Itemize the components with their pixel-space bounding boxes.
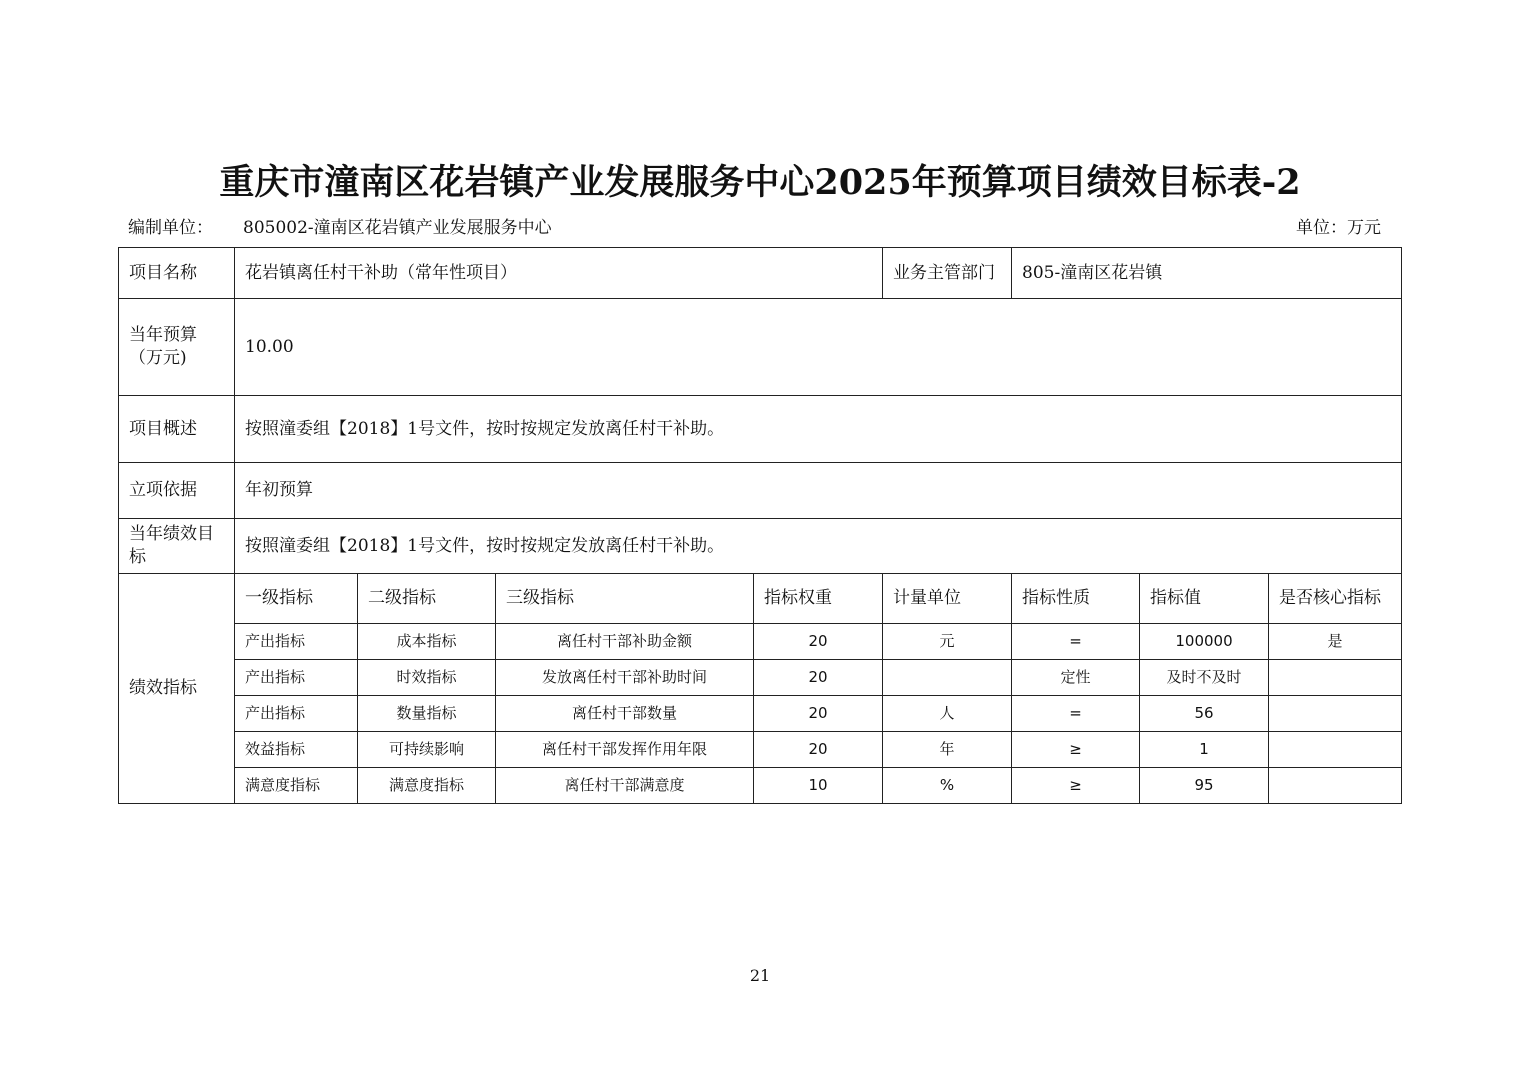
weight-cell: 20 (754, 696, 883, 732)
indicator-header: 计量单位 (883, 574, 1012, 624)
unit-cell: 人 (883, 696, 1012, 732)
indicator-header: 一级指标 (235, 574, 358, 624)
indicator-header: 二级指标 (358, 574, 496, 624)
table-row (119, 696, 1402, 732)
level2-cell: 成本指标 (358, 624, 496, 660)
level3-cell: 离任村干部发挥作用年限 (496, 732, 754, 768)
performance-table (118, 247, 1402, 804)
indicator-header: 三级指标 (496, 574, 754, 624)
level1-cell: 满意度指标 (235, 768, 358, 804)
budget-label: 当年预算（万元) (119, 299, 235, 396)
value-cell: 及时不及时 (1140, 660, 1269, 696)
indicator-header: 指标权重 (754, 574, 883, 624)
nature-cell: ≥ (1012, 732, 1140, 768)
core-cell: 是 (1269, 624, 1402, 660)
overview-label: 项目概述 (119, 396, 235, 463)
page-number: 21 (749, 966, 771, 985)
unit-cell: % (883, 768, 1012, 804)
unit-cell (883, 660, 1012, 696)
core-cell (1269, 660, 1402, 696)
basis-label: 立项依据 (119, 463, 235, 519)
indicator-header: 是否核心指标 (1269, 574, 1402, 624)
org-value: 805002-潼南区花岩镇产业发展服务中心 (243, 218, 552, 238)
level1-cell: 产出指标 (235, 624, 358, 660)
indicator-header: 指标值 (1140, 574, 1269, 624)
weight-cell: 20 (754, 732, 883, 768)
level3-cell: 离任村干部数量 (496, 696, 754, 732)
nature-cell: 定性 (1012, 660, 1140, 696)
value-cell: 100000 (1140, 624, 1269, 660)
value-cell: 95 (1140, 768, 1269, 804)
unit-text: 单位：万元 (1296, 218, 1381, 238)
level2-cell: 数量指标 (358, 696, 496, 732)
weight-cell: 20 (754, 660, 883, 696)
value-cell: 56 (1140, 696, 1269, 732)
level3-cell: 发放离任村干部补助时间 (496, 660, 754, 696)
level1-cell: 效益指标 (235, 732, 358, 768)
unit-cell: 元 (883, 624, 1012, 660)
org-label: 编制单位： (128, 218, 213, 238)
dept-label: 业务主管部门 (883, 248, 1012, 299)
core-cell (1269, 732, 1402, 768)
dept-value: 805-潼南区花岩镇 (1012, 248, 1402, 299)
budget-value: 10.00 (235, 299, 1402, 396)
nature-cell: = (1012, 696, 1140, 732)
table-row (119, 660, 1402, 696)
indicator-header: 指标性质 (1012, 574, 1140, 624)
goal-value: 按照潼委组【2018】1号文件，按时按规定发放离任村干补助。 (235, 519, 1402, 574)
level3-cell: 离任村干部满意度 (496, 768, 754, 804)
level3-cell: 离任村干部补助金额 (496, 624, 754, 660)
table-row (119, 624, 1402, 660)
perf-indicators-label: 绩效指标 (119, 574, 235, 804)
goal-label: 当年绩效目标 (119, 519, 235, 574)
project-name-value: 花岩镇离任村干补助（常年性项目） (235, 248, 883, 299)
weight-cell: 20 (754, 624, 883, 660)
core-cell (1269, 696, 1402, 732)
table-row (119, 768, 1402, 804)
core-cell (1269, 768, 1402, 804)
unit-cell: 年 (883, 732, 1012, 768)
weight-cell: 10 (754, 768, 883, 804)
org-line (128, 213, 552, 238)
nature-cell: = (1012, 624, 1140, 660)
level2-cell: 满意度指标 (358, 768, 496, 804)
basis-value: 年初预算 (235, 463, 1402, 519)
overview-value: 按照潼委组【2018】1号文件，按时按规定发放离任村干补助。 (235, 396, 1402, 463)
level2-cell: 可持续影响 (358, 732, 496, 768)
level2-cell: 时效指标 (358, 660, 496, 696)
table-row (119, 732, 1402, 768)
page-title: 重庆市潼南区花岩镇产业发展服务中心2025年预算项目绩效目标表-2 (219, 162, 1301, 203)
nature-cell: ≥ (1012, 768, 1140, 804)
project-name-label: 项目名称 (119, 248, 235, 299)
level1-cell: 产出指标 (235, 696, 358, 732)
value-cell: 1 (1140, 732, 1269, 768)
level1-cell: 产出指标 (235, 660, 358, 696)
